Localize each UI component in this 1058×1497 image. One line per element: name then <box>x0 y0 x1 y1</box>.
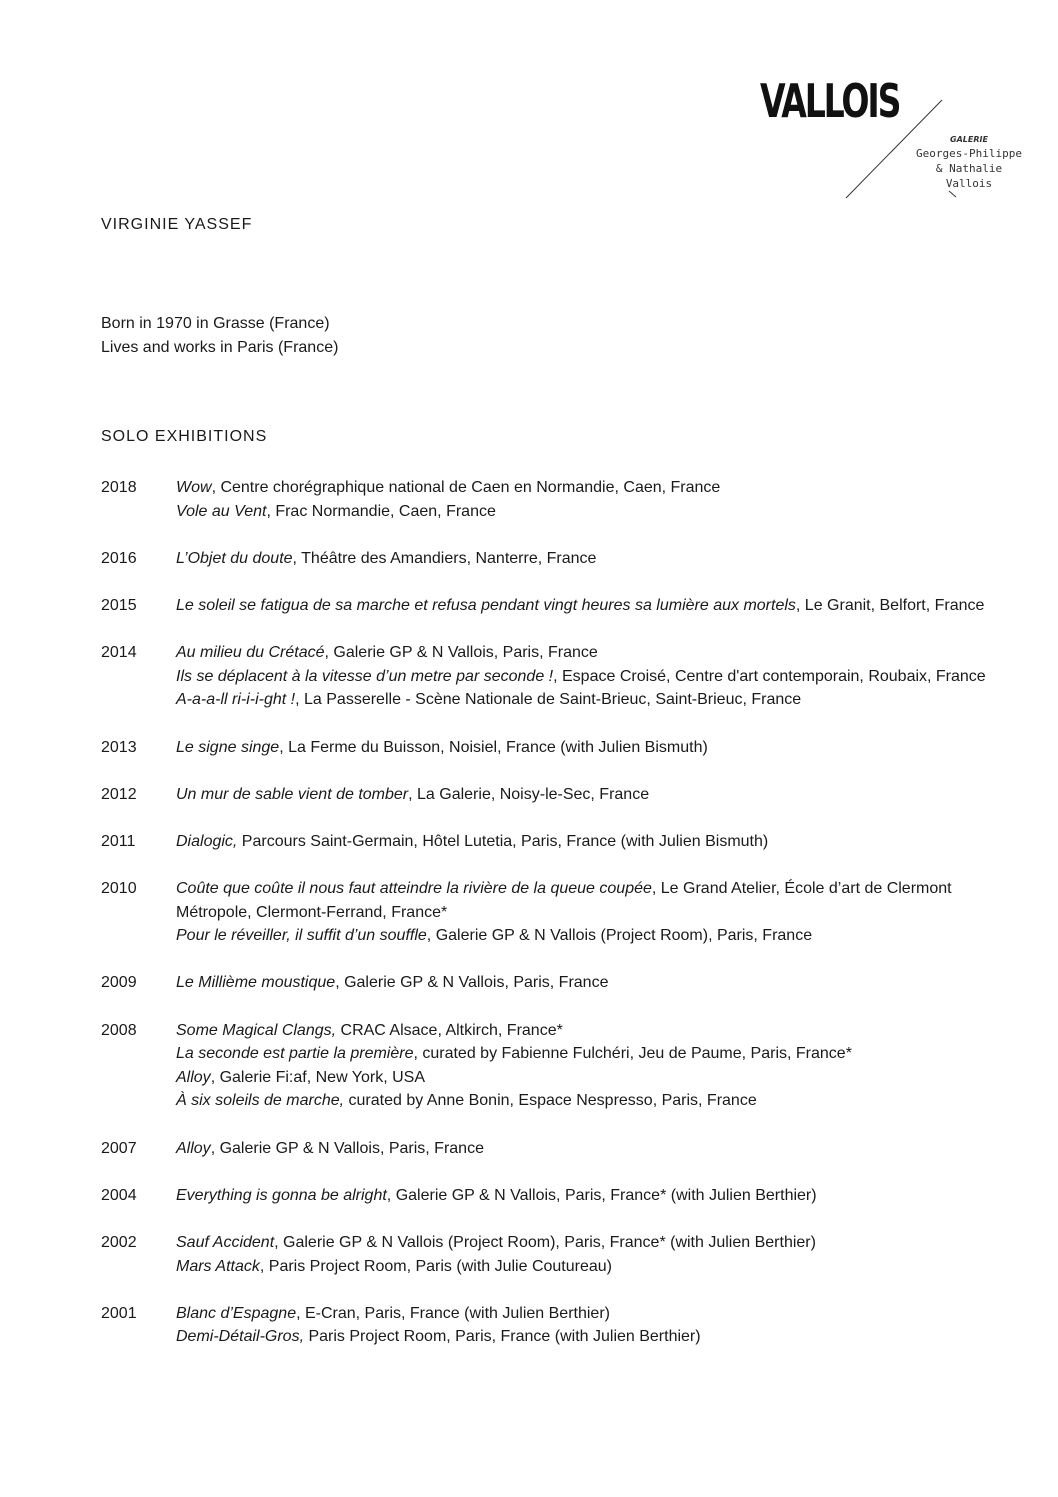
exhibition-details: , Galerie GP & N Vallois, Paris, France <box>324 644 598 662</box>
artist-bio <box>101 312 338 360</box>
exhibition-year: 2001 <box>101 1304 137 1322</box>
exhibition-details: curated by Anne Bonin, Espace Nespresso, Paris, France <box>344 1092 757 1110</box>
exhibition-entries <box>176 641 1001 712</box>
exhibition-entry <box>176 688 1001 712</box>
exhibition-title: Pour le réveiller, il suffit d’un souffle <box>176 927 427 945</box>
exhibitions-list <box>101 476 1001 1373</box>
exhibition-title: Sauf Accident <box>176 1234 275 1251</box>
exhibition-details: , Le Grand Atelier, École d’art de Clermont Métropole, Clermont-Ferrand, France* <box>176 880 952 921</box>
exhibition-entry <box>176 924 1001 948</box>
exhibition-details: , La Galerie, Noisy-le-Sec, France <box>408 785 650 803</box>
exhibition-title: Au milieu du Crétacé <box>176 644 325 662</box>
exhibition-year: 2013 <box>101 738 137 756</box>
exhibition-entry <box>176 830 1001 854</box>
exhibition-entry <box>176 1042 1001 1066</box>
logo-galerie-label: GALERIE <box>950 135 988 144</box>
logo-subtitle-line: & Nathalie <box>935 162 1003 175</box>
artist-name: VIRGINIE YASSEF <box>101 216 253 233</box>
exhibition-year-block <box>101 1137 1001 1161</box>
exhibition-entry <box>176 1137 1001 1161</box>
exhibition-year: 2002 <box>101 1234 137 1251</box>
exhibition-year-block <box>101 476 1001 523</box>
exhibition-entries <box>176 1302 1001 1349</box>
exhibition-details: Paris Project Room, Paris, France (with Julien Berthier) <box>304 1328 701 1346</box>
exhibition-entry <box>176 641 1001 665</box>
exhibition-entries <box>176 1019 1001 1113</box>
exhibition-year: 2015 <box>101 596 137 614</box>
exhibition-year: 2016 <box>101 549 137 567</box>
exhibition-entry <box>176 1255 1001 1279</box>
exhibition-title: Ils se déplacent à la vitesse d’un metre par seconde ! <box>176 667 554 685</box>
exhibition-year-block <box>101 971 1001 995</box>
exhibition-year: 2004 <box>101 1186 137 1204</box>
gallery-logo <box>760 74 1050 218</box>
exhibition-year: 2007 <box>101 1139 137 1157</box>
exhibition-year-block <box>101 830 1001 854</box>
exhibition-entries <box>176 476 1001 523</box>
exhibition-entries <box>176 547 1001 571</box>
exhibition-title: Le Millième moustique <box>176 974 336 992</box>
exhibition-title: À six soleils de marche, <box>176 1092 345 1110</box>
exhibition-entry <box>176 1089 1001 1113</box>
exhibition-entry <box>176 971 1001 995</box>
logo-subtitle-line: Georges-Philippe <box>916 147 1022 160</box>
exhibition-entry <box>176 476 1001 500</box>
exhibition-entries <box>176 1231 1001 1278</box>
exhibition-details: , La Passerelle - Scène Nationale de Saint-Brieuc, Saint-Brieuc, France <box>295 691 802 709</box>
exhibition-year: 2011 <box>101 832 136 850</box>
exhibition-entry <box>176 1184 1001 1208</box>
exhibition-entry <box>176 665 1001 689</box>
exhibition-details: , Théâtre des Amandiers, Nanterre, France <box>292 549 597 567</box>
exhibition-year: 2009 <box>101 974 137 992</box>
exhibition-title: Un mur de sable vient de tomber <box>176 785 409 803</box>
exhibition-year: 2012 <box>101 785 137 803</box>
exhibition-year: 2008 <box>101 1021 137 1039</box>
exhibition-year-block <box>101 1231 1001 1278</box>
exhibition-year-block <box>101 594 1001 618</box>
exhibition-title: Everything is gonna be alright <box>176 1186 387 1204</box>
exhibition-year-block <box>101 736 1001 760</box>
section-title-solo-exhibitions: SOLO EXHIBITIONS <box>101 428 268 445</box>
exhibition-details: , Galerie Fi:af, New York, USA <box>210 1068 425 1086</box>
exhibition-title: Le soleil se fatigua de sa marche et refusa pendant vingt heures sa lumière aux mortels <box>176 596 796 614</box>
exhibition-entry <box>176 783 1001 807</box>
exhibition-title: Mars Attack <box>176 1257 260 1275</box>
exhibition-title: Wow <box>176 479 212 496</box>
exhibition-entries <box>176 1184 1001 1208</box>
exhibition-entry <box>176 1325 1001 1349</box>
exhibition-details: , curated by Fabienne Fulchéri, Jeu de Paume, Paris, France* <box>413 1045 852 1063</box>
exhibition-entries <box>176 1137 1001 1161</box>
exhibition-title: Some Magical Clangs, <box>176 1021 337 1039</box>
exhibition-title: Alloy <box>176 1139 211 1157</box>
exhibition-details: Parcours Saint-Germain, Hôtel Lutetia, Paris, France (with Julien Bismuth) <box>237 832 769 850</box>
logo-tick-mark <box>948 190 958 198</box>
exhibition-details: , Galerie GP & N Vallois, Paris, France <box>210 1139 484 1157</box>
exhibition-details: , Galerie GP & N Vallois, Paris, France <box>335 974 609 992</box>
exhibition-entry <box>176 500 1001 524</box>
exhibition-entry <box>176 1066 1001 1090</box>
exhibition-title: Dialogic, <box>176 832 238 850</box>
exhibition-entry <box>176 1019 1001 1043</box>
exhibition-year-block <box>101 783 1001 807</box>
bio-residence: Lives and works in Paris (France) <box>101 339 339 356</box>
exhibition-entries <box>176 877 1001 948</box>
exhibition-title: Blanc d’Espagne <box>176 1304 297 1322</box>
exhibition-title: L’Objet du doute <box>176 549 293 567</box>
exhibition-details: CRAC Alsace, Altkirch, France* <box>336 1021 563 1039</box>
exhibition-title: Le signe singe <box>176 738 280 756</box>
exhibition-details: , Galerie GP & N Vallois, Paris, France* (with Julien Berthier) <box>386 1186 817 1204</box>
exhibition-title: Vole au Vent <box>176 502 267 520</box>
exhibition-entry <box>176 1231 1001 1255</box>
exhibition-year: 2014 <box>101 644 137 662</box>
exhibition-details: , Espace Croisé, Centre d'art contemporain, Roubaix, France <box>553 667 986 685</box>
exhibition-year-block <box>101 877 1001 948</box>
exhibition-entry <box>176 736 1001 760</box>
exhibition-entry <box>176 877 1001 924</box>
exhibition-entries <box>176 830 1001 854</box>
exhibition-entries <box>176 783 1001 807</box>
exhibition-details: , Centre chorégraphique national de Caen en Normandie, Caen, France <box>211 479 721 496</box>
exhibition-details: , La Ferme du Buisson, Noisiel, France (with Julien Bismuth) <box>279 738 708 756</box>
exhibition-year-block <box>101 1184 1001 1208</box>
exhibition-details: , Galerie GP & N Vallois (Project Room), Paris, France* (with Julien Berthier) <box>274 1234 816 1251</box>
exhibition-details: , E-Cran, Paris, France (with Julien Berthier) <box>296 1304 610 1322</box>
exhibition-year: 2010 <box>101 880 137 898</box>
exhibition-details: , Le Granit, Belfort, France <box>795 596 985 614</box>
exhibition-entries <box>176 736 1001 760</box>
logo-subtitle-line: Vallois <box>945 177 993 190</box>
exhibition-entry <box>176 1302 1001 1326</box>
exhibition-year: 2018 <box>101 479 137 496</box>
exhibition-title: Coûte que coûte il nous faut atteindre la rivière de la queue coupée <box>176 880 652 898</box>
exhibition-entry <box>176 594 1001 618</box>
exhibition-details: , Frac Normandie, Caen, France <box>266 502 496 520</box>
exhibition-details: , Paris Project Room, Paris (with Julie Coutureau) <box>259 1257 612 1275</box>
bio-birth: Born in 1970 in Grasse (France) <box>101 315 330 332</box>
exhibition-title: Demi-Détail-Gros, <box>176 1328 305 1346</box>
exhibition-title: Alloy <box>176 1068 211 1086</box>
exhibition-entries <box>176 971 1001 995</box>
exhibition-entry <box>176 547 1001 571</box>
exhibition-title: La seconde est partie la première <box>176 1045 414 1063</box>
logo-subtitle <box>894 134 1044 191</box>
exhibition-entries <box>176 594 1001 618</box>
exhibition-year-block <box>101 547 1001 571</box>
exhibition-year-block <box>101 1302 1001 1349</box>
exhibition-details: , Galerie GP & N Vallois (Project Room), Paris, France <box>426 927 813 945</box>
exhibition-year-block <box>101 1019 1001 1113</box>
exhibition-title: A-a-a-ll ri-i-i-ght ! <box>176 691 296 709</box>
logo-wordmark: VALLOIS <box>760 74 900 128</box>
exhibition-year-block <box>101 641 1001 712</box>
